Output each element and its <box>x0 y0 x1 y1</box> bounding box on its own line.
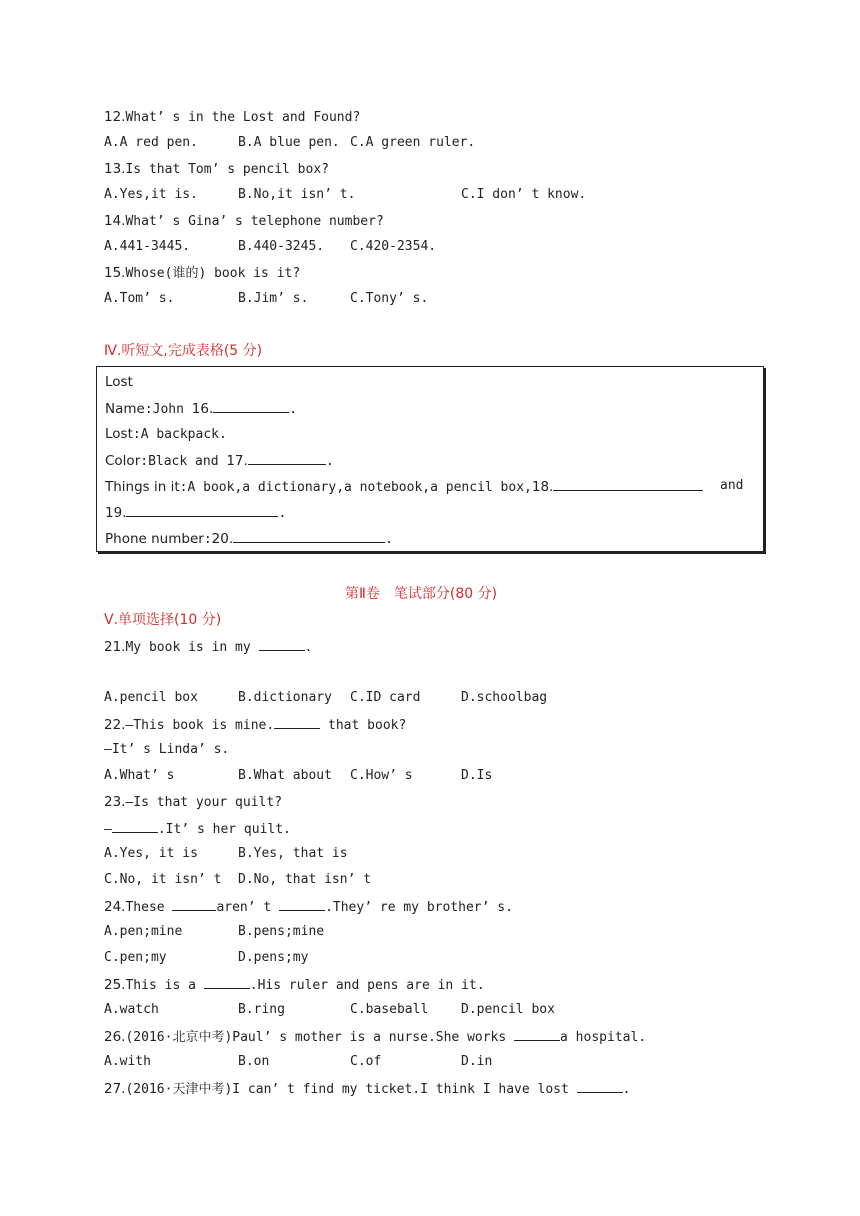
option-a: A.pencil box <box>104 690 198 705</box>
option-b: B.ring <box>238 1002 285 1017</box>
option-c: C.pen;my <box>104 950 167 965</box>
option-c: C.baseball <box>350 1002 429 1017</box>
blank-26[interactable] <box>514 1027 560 1041</box>
option-b: B.dictionary <box>238 690 332 705</box>
blank-17[interactable] <box>248 451 326 465</box>
option-a: A.pen;mine <box>104 924 183 939</box>
option-b: B.No,it isn’ t. <box>238 187 356 202</box>
option-b: B.What about <box>238 768 332 783</box>
option-d: D.Is <box>461 768 493 783</box>
option-c: C.Tony’ s. <box>350 291 429 306</box>
option-d: D.schoolbag <box>461 690 548 705</box>
blank-19[interactable] <box>126 503 278 517</box>
option-a: A.with <box>104 1054 151 1069</box>
option-d: D.No, that isn’ t <box>238 872 372 887</box>
option-a: A.441-3445. <box>104 239 191 254</box>
option-b: B.440-3245. <box>238 239 325 254</box>
question-23: 23.—Is that your quilt? <box>104 794 283 810</box>
option-a: A.A red pen. <box>104 135 198 150</box>
question-21: 21.My book is in my . <box>104 639 313 655</box>
blank-21[interactable] <box>259 637 305 651</box>
form-things-row-2: 19. . <box>105 505 287 521</box>
blank-27[interactable] <box>577 1079 623 1093</box>
option-c: C.How’ s <box>350 768 413 783</box>
option-d: D.pencil box <box>461 1002 555 1017</box>
option-c: C.A green ruler. <box>350 135 476 150</box>
question-26: 26.(2016·北京中考)Paul’ s mother is a nurse.She works a hospital. <box>104 1029 647 1045</box>
form-heading: Lost <box>105 374 133 390</box>
question-22-options <box>104 767 704 857</box>
section-5-title: Ⅴ.单项选择(10 分) <box>104 612 222 628</box>
option-a: A.Yes, it is <box>104 846 198 861</box>
option-b: B.A blue pen. <box>238 135 340 150</box>
option-c: C.No, it isn’ t <box>104 872 222 887</box>
question-14: 14.What’ s Gina’ s telephone number? <box>104 213 384 229</box>
option-b: B.Yes, that is <box>238 846 348 861</box>
option-a: A.Tom’ s. <box>104 291 175 306</box>
form-phone-row: Phone number:20. . <box>105 531 393 547</box>
option-c: C.I don’ t know. <box>461 187 587 202</box>
option-b: B.pens;mine <box>238 924 325 939</box>
form-color-row: Color:Black and 17. . <box>105 453 334 469</box>
form-lost-row: Lost:A backpack. <box>105 426 227 442</box>
blank-18[interactable] <box>553 477 703 491</box>
question-13: 13.Is that Tom’ s pencil box? <box>104 161 329 177</box>
option-d: D.pens;my <box>238 950 309 965</box>
form-things-row: Things in it:A book,a dictionary,a notebook,a pencil box,18. <box>105 477 703 497</box>
option-a: A.What’ s <box>104 768 175 783</box>
option-c: C.of <box>350 1054 382 1069</box>
question-23-reply: — .It’ s her quilt. <box>104 819 291 839</box>
option-d: D.in <box>461 1054 493 1069</box>
question-12: 12.What’ s in the Lost and Found? <box>104 109 361 125</box>
question-22: 22.—This book is mine. that book? <box>104 717 407 733</box>
form-and-word: and <box>720 478 744 493</box>
option-c: C.ID card <box>350 690 421 705</box>
question-27: 27.(2016·天津中考)I can’ t find my ticket.I think I have lost . <box>104 1081 631 1097</box>
blank-25[interactable] <box>204 975 250 989</box>
lost-form-table <box>96 366 764 552</box>
option-b: B.on <box>238 1054 270 1069</box>
form-name-row: Name:John 16. . <box>105 401 298 417</box>
blank-20[interactable] <box>233 529 385 543</box>
blank-24b[interactable] <box>279 897 325 911</box>
option-b: B.Jim’ s. <box>238 291 309 306</box>
part-2-title: 第Ⅱ卷 笔试部分(80 分) <box>345 586 498 602</box>
blank-22[interactable] <box>274 715 320 729</box>
option-c: C.420-2354. <box>350 239 437 254</box>
section-4-title: Ⅳ.听短文,完成表格(5 分) <box>104 343 263 359</box>
question-22-reply: —It’ s Linda’ s. <box>104 742 230 757</box>
question-25: 25.This is a .His ruler and pens are in it. <box>104 977 485 993</box>
option-a: A.watch <box>104 1002 159 1017</box>
question-24: 24.These aren’ t .They’ re my brother’ s. <box>104 899 513 915</box>
option-a: A.Yes,it is. <box>104 187 198 202</box>
blank-24a[interactable] <box>172 897 216 911</box>
blank-16[interactable] <box>213 399 289 413</box>
blank-23[interactable] <box>112 819 158 833</box>
question-15: 15.Whose(谁的) book is it? <box>104 265 301 281</box>
